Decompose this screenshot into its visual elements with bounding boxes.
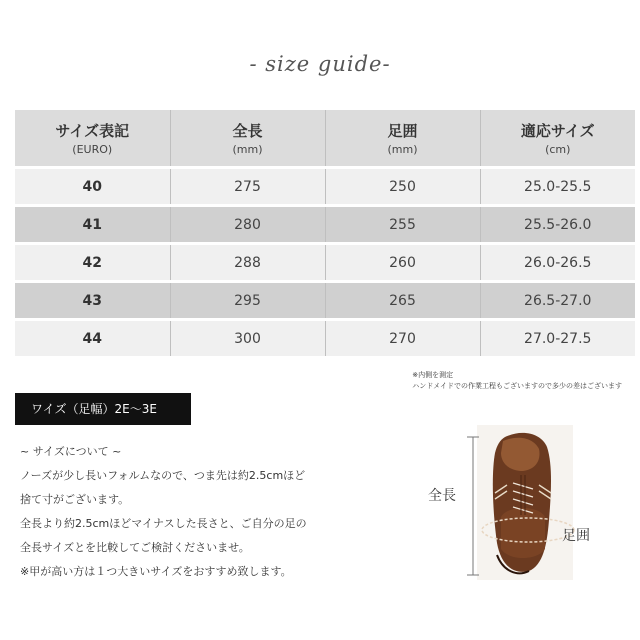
header-girth [325,110,480,168]
cell-euro: 44 [15,320,170,358]
header-label: 足囲 [387,122,418,140]
header-euro [15,110,170,168]
cell-girth: 260 [325,244,480,282]
cell-length: 295 [170,282,325,320]
header-label: サイズ表記 [55,122,130,140]
table-row [15,206,635,244]
cell-length: 275 [170,168,325,206]
header-label: 適応サイズ [520,122,595,140]
girth-label: 足囲 [562,528,590,544]
table-row [15,168,635,206]
header-unit: (mm) [232,143,263,156]
length-label: 全長 [428,488,456,504]
cell-fit: 25.5-26.0 [480,206,635,244]
note-line: ハンドメイドでの作業工程もございますので多少の差はございます [412,382,622,390]
header-unit: (cm) [545,143,571,156]
measurement-notes [412,370,622,392]
description-line: 全長より約2.5cmほどマイナスした長さと、ご自分の足の [20,517,307,530]
cell-euro: 40 [15,168,170,206]
description-line: 捨て寸がございます。 [20,493,130,506]
cell-fit: 27.0-27.5 [480,320,635,358]
header-length [170,110,325,168]
header-label: 全長 [232,122,263,140]
table-row [15,320,635,358]
cell-euro: 43 [15,282,170,320]
width-badge: ワイズ（足幅）2E〜3E [15,393,191,425]
cell-length: 288 [170,244,325,282]
table-row [15,282,635,320]
header-unit: (mm) [387,143,418,156]
cell-girth: 270 [325,320,480,358]
description-line: 全長サイズとを比較してご検討くださいませ。 [20,541,250,554]
table-header-row [15,110,635,168]
table-row [15,244,635,282]
cell-euro: 41 [15,206,170,244]
shoe-diagram [420,425,620,585]
cell-length: 280 [170,206,325,244]
header-fit-size [480,110,635,168]
cell-euro: 42 [15,244,170,282]
cell-fit: 26.5-27.0 [480,282,635,320]
description-heading: ~ サイズについて ~ [20,445,122,458]
description-line: ※甲が高い方は１つ大きいサイズをおすすめ致します。 [20,565,292,578]
size-table [15,110,635,359]
cell-girth: 255 [325,206,480,244]
cell-girth: 265 [325,282,480,320]
cell-fit: 25.0-25.5 [480,168,635,206]
size-description [20,440,360,584]
page-title: - size guide- [249,52,391,76]
cell-fit: 26.0-26.5 [480,244,635,282]
note-line: ※内側を測定 [412,371,454,379]
cell-girth: 250 [325,168,480,206]
description-line: ノーズが少し長いフォルムなので、つま先は約2.5cmほど [20,469,306,482]
measure-guides [420,425,620,585]
header-unit: (EURO) [72,143,113,156]
cell-length: 300 [170,320,325,358]
